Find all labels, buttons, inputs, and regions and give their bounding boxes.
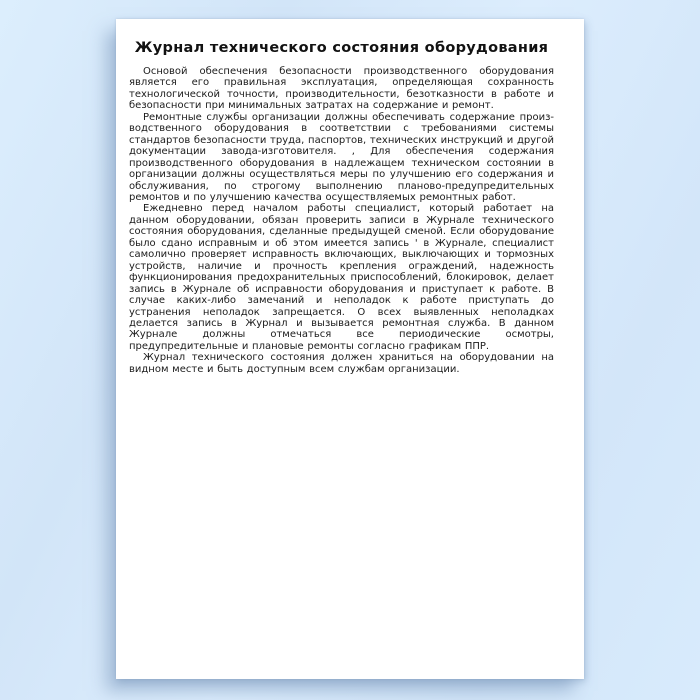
document-paragraph: Основой обеспечения безопасности производственного оборудования является его правильная эксплуатация, определяющая сохранность технологической точности, производительности, безотказности в работе и безопасности при минимальных затратах на содержание и ремонт.	[129, 66, 554, 112]
document-paragraph: Ежедневно перед началом работы специалист, который работает на данном оборудовании, обязан проверить записи в Журнале технического состояния оборудования, сделанные предыдущей сменой. Если оборудование было сдано исправным и об этом имеется запись ' в Журнале, специалист самолично проверяет исправность включающих, выключающих и тормозных устройств, наличие и прочность крепления ограждений, надежность функционирования предохранительных приспособлений, блокировок, делает запись в Журнале об исправности оборудования и приступает к работе. В случае каких-либо замечаний и неполадок к работе приступать до устранения неполадок запрещается. О всех выявленных неполадках делается запись в Журнал и вызывается ремонтная служба. В данном Журнале должны отмечаться все периодические осмотры, предупредительные и плановые ремонты согласно графикам ППР.	[129, 203, 554, 352]
document-paragraph: Журнал технического состояния должен храниться на оборудовании на видном месте и быть доступным всем службам организации.	[129, 352, 554, 375]
document-title: Журнал технического состояния оборудования	[134, 40, 549, 56]
document-page	[116, 19, 584, 679]
document-paragraph: Ремонтные службы организации должны обеспечивать содержание производственного оборудования в соответствии с требованиями системы стандартов безопасности труда, паспортов, технических инструкций и другой документации завода-изготовителя. , Для обеспечения содержания производственного оборудования в надлежащем техническом состоянии в организации должны осуществляться меры по улучшению его содержания и обслуживания, по строгому выполнению планово-предупредительных ремонтов и по улучшению качества осуществляемых ремонтных работ.	[129, 111, 554, 203]
